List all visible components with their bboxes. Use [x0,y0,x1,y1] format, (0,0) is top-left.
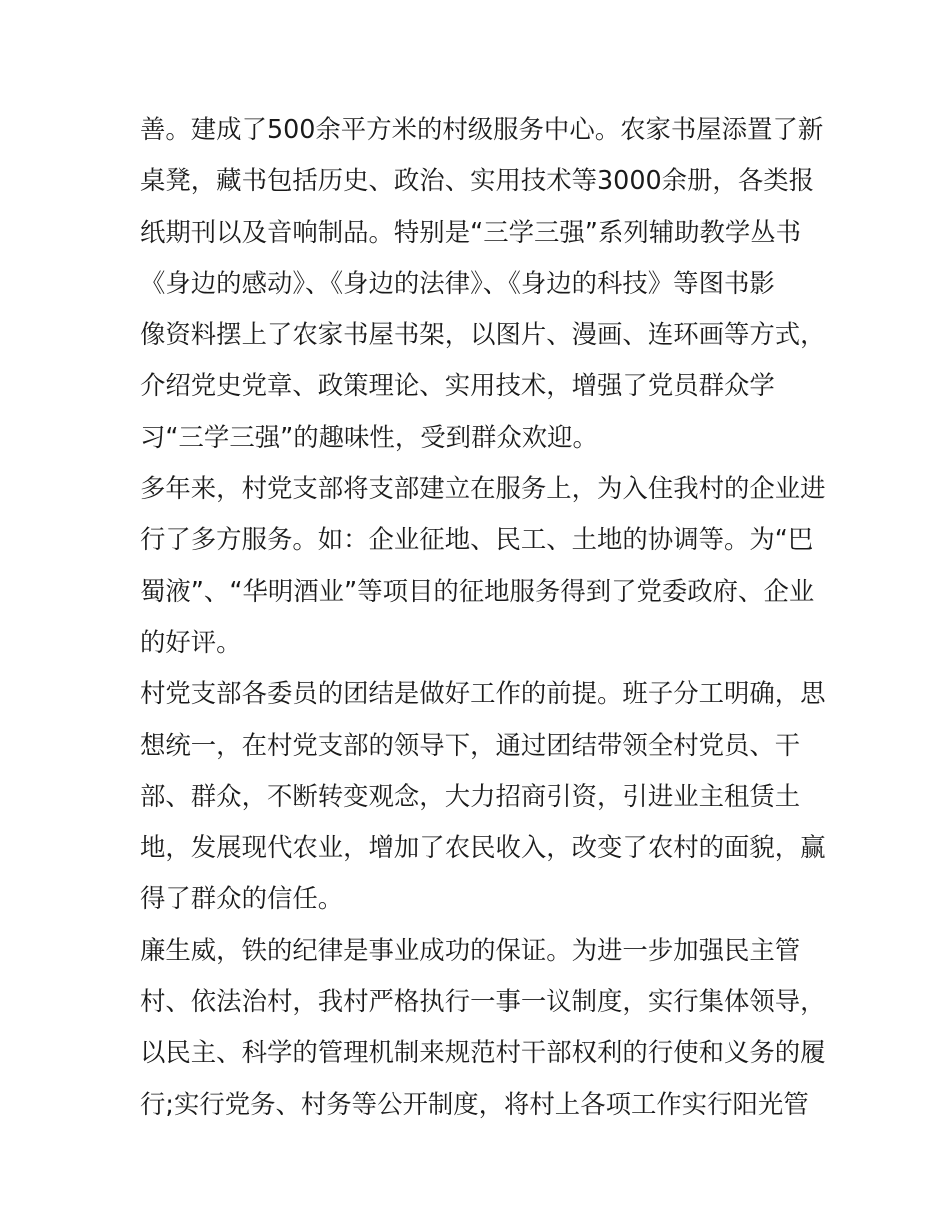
text-line: 多年来，村党支部将支部建立在服务上，为入住我村的企业进 [140,473,826,504]
text-line: 村、依法治村，我村严格执行一事一议制度，实行集体领导， [140,986,826,1017]
text-line: 廉生威，铁的纪律是事业成功的保证。为进一步加强民主管 [140,934,801,965]
text-line: 以民主、科学的管理机制来规范村干部权利的行使和义务的履 [140,1037,826,1068]
text-line: 桌凳，藏书包括历史、政治、实用技术等3000余册，各类报 [140,165,814,196]
text-line: 得了群众的信任。 [140,883,344,914]
text-line: 像资料摆上了农家书屋书架，以图片、漫画、连环画等方式， [140,319,826,350]
text-line: 想统一，在村党支部的领导下，通过团结带领全村党员、干 [140,729,801,760]
text-line: 地，发展现代农业，增加了农民收入，改变了农村的面貌，赢 [140,832,826,863]
text-line: 村党支部各委员的团结是做好工作的前提。班子分工明确，思 [140,678,826,709]
text-line: 介绍党史党章、政策理论、实用技术，增强了党员群众学 [140,370,775,401]
text-line: 行了多方服务。如：企业征地、民工、土地的协调等。为“巴 [140,524,814,555]
body-text [140,104,826,1130]
text-line: 习“三学三强”的趣味性，受到群众欢迎。 [140,421,598,452]
text-line: 的好评。 [140,626,242,657]
text-line: 善。建成了500余平方米的村级服务中心。农家书屋添置了新 [140,114,824,144]
text-line: 蜀液”、“华明酒业”等项目的征地服务得到了党委政府、企业 [140,575,815,606]
text-line: 行;实行党务、村务等公开制度，将村上各项工作实行阳光管 [140,1088,809,1119]
text-line: 纸期刊以及音响制品。特别是“三学三强”系列辅助教学丛书 [140,216,802,247]
text-line: 部、群众，不断转变观念，大力招商引资，引进业主租赁土 [140,780,801,811]
text-line: 《身边的感动》、《身边的法律》、《身边的科技》等图书影 [140,267,775,298]
